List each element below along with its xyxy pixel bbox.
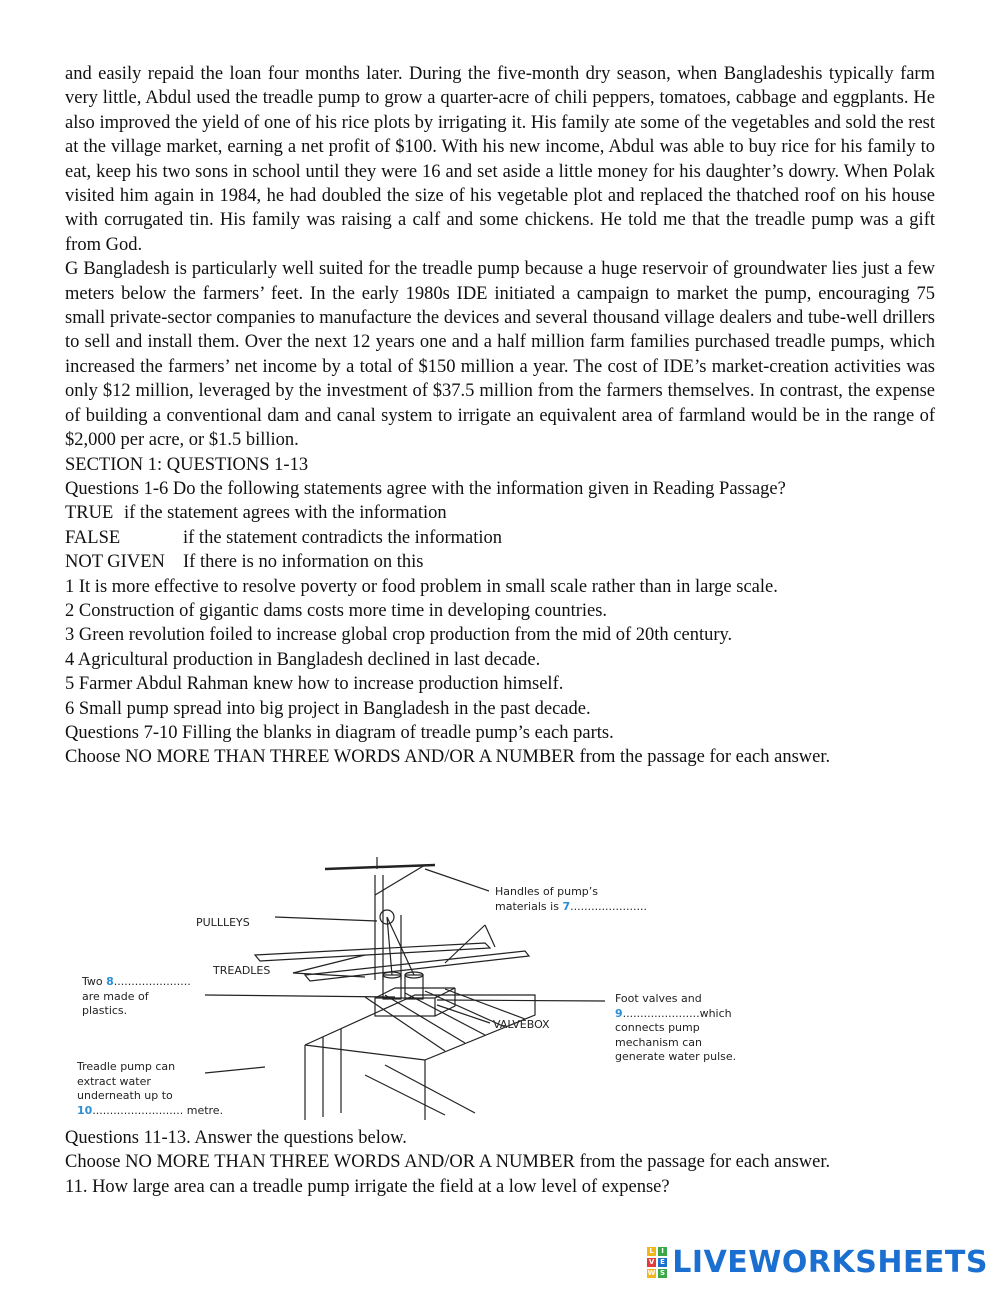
option-not-given (65, 550, 935, 574)
instruction: Choose NO MORE THAN THREE WORDS AND/OR A NUMBER from the passage for each answer. (65, 747, 831, 768)
label-line (82, 975, 191, 990)
brand-name: LIVEWORKSHEETS (672, 1245, 988, 1280)
label-text: which (699, 1006, 732, 1020)
treadles-label: TREADLES (213, 964, 271, 977)
option-key: TRUE (65, 503, 114, 524)
label-line (495, 900, 647, 915)
label-line: Treadle pump can (77, 1060, 176, 1073)
label-line: generate water pulse. (615, 1050, 737, 1063)
logo-tile: V (648, 1258, 655, 1266)
option-desc: if the statement contradicts the information (183, 527, 503, 548)
label-line: underneath up to (77, 1089, 173, 1102)
question-number-7: 7 (562, 899, 571, 913)
label-line: Foot valves and (615, 992, 702, 1005)
question-number-10: 10 (77, 1103, 93, 1117)
passage-paragraph: and easily repaid the loan four months later. During the five-month dry season, when Bangladeshis typically farm very little, Abdul used the treadle pump to grow a quarter-acre of chili peppers, tomatoes, cabbage and eggplants. He also improved the yield of one of his rice plots by irrigating it. His family ate some of the vegetables and sold the rest at the village market, earning a net profit of $100. With his new income, Abdul was able to buy rice for his family to eat, keep his two sons in school until they were 16 and set aside a little money for his daughter’s dowry. When Polak visited him again in 1984, he had doubled the size of his vegetable plot and replaced the thatched roof on his house with corrugated tin. His family was raising a calf and some chickens. He told me that the treadle pump was a gift from God. (65, 64, 935, 255)
option-false (65, 526, 935, 550)
label-text: Two (82, 975, 103, 988)
label-line: connects pump (615, 1021, 700, 1034)
option-key: NOT GIVEN (65, 552, 165, 573)
answer-blank-7: ...................... (570, 899, 648, 913)
statement: 5 Farmer Abdul Rahman knew how to increase production himself. (65, 674, 564, 695)
statement: 3 Green revolution foiled to increase global crop production from the mid of 20th century. (65, 625, 733, 646)
option-desc: If there is no information on this (183, 552, 424, 573)
foot-valves-label (615, 992, 736, 1065)
logo-mark-icon (647, 1247, 667, 1278)
label-line: are made of (82, 989, 149, 1003)
question-11: 11. How large area can a treadle pump irrigate the field at a low level of expense? (65, 1176, 670, 1197)
label-line: extract water (77, 1074, 151, 1088)
label-line (615, 1007, 736, 1022)
statement: 4 Agricultural production in Bangladesh declined in last decade. (65, 649, 541, 670)
statement: 6 Small pump spread into big project in Bangladesh in the past decade. (65, 698, 591, 719)
question-number-8: 8 (106, 975, 114, 988)
logo-tile: I (658, 1247, 667, 1256)
logo-tile: S (660, 1269, 666, 1277)
pulleys-label: PULLLEYS (196, 916, 250, 929)
section-heading: SECTION 1: QUESTIONS 1-13 (65, 454, 309, 475)
logo-tile: L (647, 1247, 656, 1256)
liveworksheets-logo (647, 1245, 988, 1280)
questions-intro: Questions 1-6 Do the following statements agree with the information given in Reading Passage? (65, 478, 786, 499)
statement: 2 Construction of gigantic dams costs more time in developing countries. (65, 600, 608, 621)
question-number-9: 9 (615, 1006, 623, 1020)
passage-paragraph: G Bangladesh is particularly well suited for the treadle pump because a huge reservoir of groundwater lies just a few meters below the farmers’ feet. In the early 1980s IDE initiated a campaign to market the pump, encouraging 75 small private-sector companies to manufacture the devices and several thousand village dealers and tube-well drillers to sell and install them. Over the next 12 years one and a half million farm families purchased treadle pumps, which increased the farmers’ net income by a total of $150 million a year. The cost of IDE’s market-creation activities was only $12 million, leveraged by the investment of $37.5 million from the farmers themselves. In contrast, the expense of building a conventional dam and canal system to irrigate an equivalent area of farmland would be in the range of $2,000 per acre, or $1.5 billion. (65, 259, 935, 451)
option-desc: if the statement agrees with the information (124, 503, 447, 524)
questions-intro: Questions 7-10 Filling the blanks in diagram of treadle pump’s each parts. (65, 722, 614, 743)
label-text: metre. (186, 1103, 224, 1117)
answer-blank-8: ...................... (113, 975, 191, 988)
logo-tile: W (647, 1269, 656, 1277)
label-line: Handles of pump’s (495, 885, 598, 898)
document-body (65, 62, 935, 770)
treadle-pump-diagram (65, 855, 785, 1120)
valvebox-label: VALVEBOX (493, 1018, 550, 1031)
handles-label (495, 885, 647, 914)
questions-11-13 (65, 1126, 935, 1199)
answer-blank-9: ...................... (622, 1006, 700, 1020)
label-line: plastics. (82, 1004, 128, 1017)
answer-blank-10: .......................... (92, 1103, 184, 1117)
statement: 1 It is more effective to resolve poverty or food problem in small scale rather than in large scale. (65, 576, 778, 597)
option-true (65, 501, 935, 525)
plastics-label (82, 975, 191, 1019)
label-text: materials is (495, 899, 559, 913)
questions-intro: Questions 11-13. Answer the questions below. (65, 1128, 407, 1148)
logo-tile: E (660, 1258, 666, 1266)
label-line: mechanism can (615, 1035, 702, 1049)
depth-label (77, 1060, 223, 1118)
option-key: FALSE (65, 527, 121, 548)
label-line (77, 1104, 223, 1119)
instruction: Choose NO MORE THAN THREE WORDS AND/OR A NUMBER from the passage for each answer. (65, 1152, 831, 1173)
